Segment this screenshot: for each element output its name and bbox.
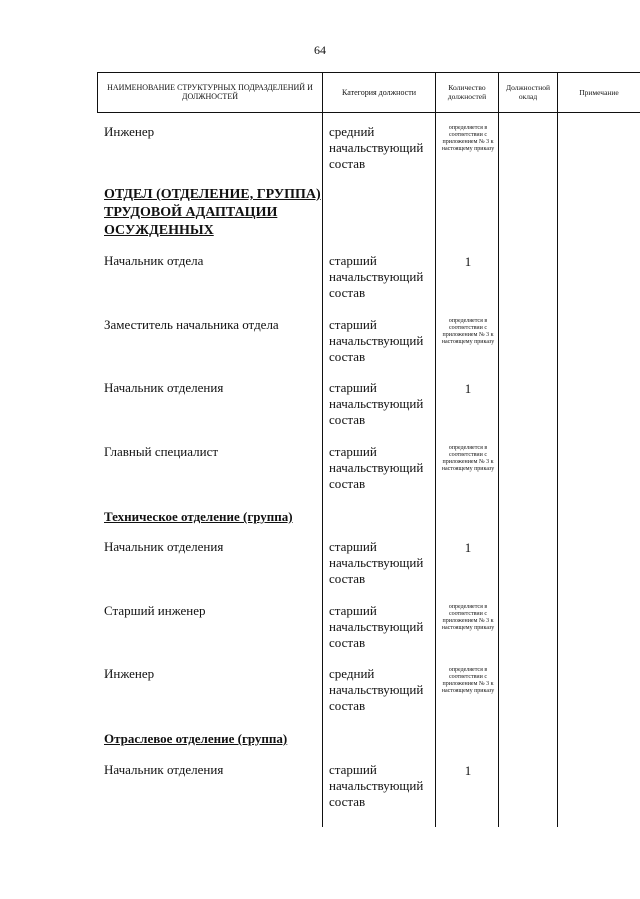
section-heading: Отраслевое отделение (группа) [104,731,288,746]
position-quantity: определяется в соответствии с приложением № 3 к настоящему приказу [441,125,495,152]
position-name: Начальник отделения [104,762,224,777]
page-number: 64 [314,43,326,57]
table-header-rule [97,112,640,113]
position-name: Главный специалист [104,444,219,459]
position-quantity: 1 [464,763,472,778]
position-name: Инженер [104,124,155,139]
header-name: НАИМЕНОВАНИЕ СТРУКТУРНЫХ ПОДРАЗДЕЛЕНИЙ И ДОЛЖНОСТЕЙ [107,83,313,101]
position-quantity: 1 [464,254,472,269]
position-category: старший начальствующий состав [329,539,424,586]
column-rule-note [557,72,558,827]
section-heading: Техническое отделение (группа) [104,509,293,524]
position-name: Начальник отделения [104,380,224,395]
position-quantity: определяется в соответствии с приложением № 3 к настоящему приказу [441,604,495,631]
position-category: старший начальствующий состав [329,762,424,809]
position-category: средний начальствующий состав [329,666,424,713]
position-category: средний начальствующий состав [329,124,424,171]
position-name: Начальник отдела [104,253,204,268]
position-name: Заместитель начальника отдела [104,317,279,332]
position-category: старший начальствующий состав [329,444,424,491]
position-quantity: определяется в соответствии с приложением № 3 к настоящему приказу [441,445,495,472]
section-heading: ОТДЕЛ (ОТДЕЛЕНИЕ, ГРУППА) ТРУДОВОЙ АДАПТАЦИИ ОСУЖДЕННЫХ [104,187,321,238]
header-category: Категория должности [342,87,416,97]
position-quantity: определяется в соответствии с приложением № 3 к настоящему приказу [441,667,495,694]
position-quantity: 1 [464,540,472,555]
position-category: старший начальствующий состав [329,253,424,300]
position-name: Старший инженер [104,603,206,618]
header-quantity: Количество должностей [447,83,487,101]
position-quantity: 1 [464,381,472,396]
header-salary: Должностной оклад [505,83,551,101]
position-category: старший начальствующий состав [329,317,424,364]
position-name: Начальник отделения [104,539,224,554]
header-note: Примечание [579,87,619,97]
position-name: Инженер [104,666,155,681]
column-rule-quantity [435,72,436,827]
position-category: старший начальствующий состав [329,380,424,427]
position-category: старший начальствующий состав [329,603,424,650]
position-quantity: определяется в соответствии с приложением № 3 к настоящему приказу [441,318,495,345]
